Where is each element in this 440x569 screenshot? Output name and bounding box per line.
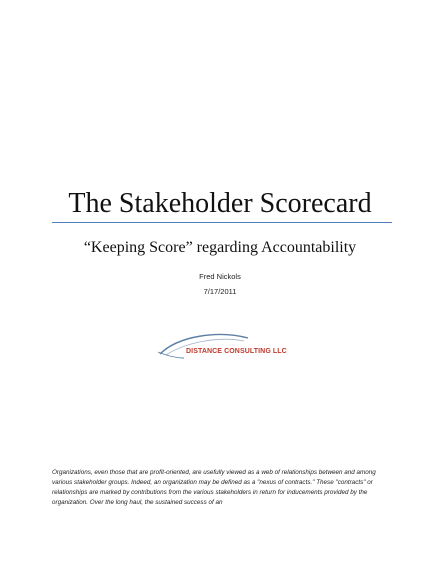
document-date: 7/17/2011 xyxy=(203,287,237,296)
logo-text: DISTANCE CONSULTING LLC xyxy=(186,348,287,355)
document-title: The Stakeholder Scorecard xyxy=(68,188,372,219)
title-divider xyxy=(52,222,392,223)
body-paragraph: Organizations, even those that are profit-oriented, are usefully viewed as a web of relationships between and among various stakeholder groups. Indeed, an organization may be defined as a "nexus of contracts." These "contracts" or relationships are marked by contributions from the various stakeholders in return for inducements provided by the organization. Over the long haul, the sustained success of an xyxy=(52,469,376,506)
author-name: Fred Nickols xyxy=(199,272,241,281)
company-logo xyxy=(156,328,296,368)
document-subtitle: “Keeping Score” regarding Accountability xyxy=(83,239,357,256)
